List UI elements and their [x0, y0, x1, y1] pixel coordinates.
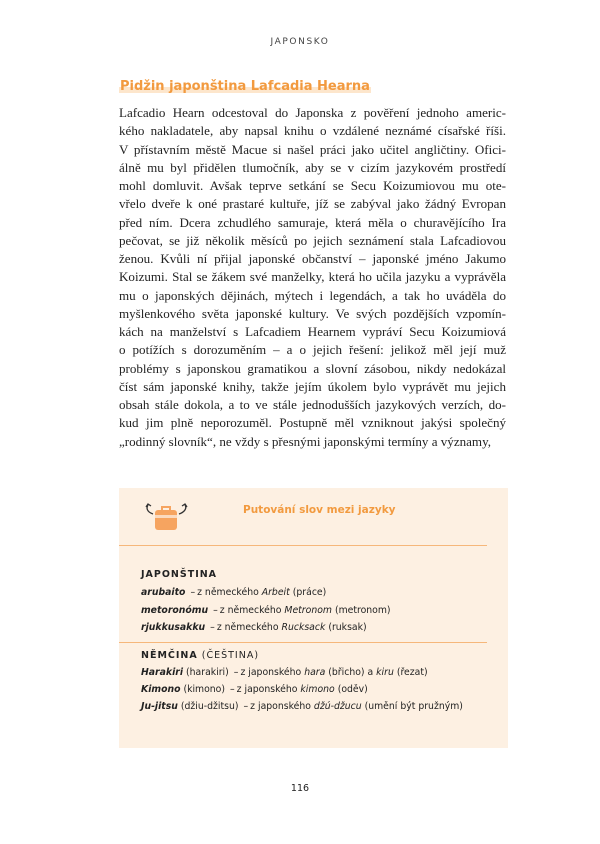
- running-head: JAPONSKO: [270, 37, 330, 47]
- list-item: Harakiri (harakiri) – z japonského hara (břicho) a kiru (řezat): [141, 667, 428, 678]
- body-text: [119, 104, 506, 451]
- section-title: Pidžin japonština Lafcadia Hearna: [120, 79, 370, 94]
- body-line: álně mu byl přidělen tlumočník, aby se v cizím jazykovém prostředí: [119, 159, 506, 175]
- list-item: metoronómu – z německého Metronom (metronom): [141, 605, 391, 616]
- body-line: ženou. Kvůli ní přijal japonské občanství – japonské jméno Jakumo: [119, 251, 506, 266]
- body-line: Lafcadio Hearn odcestoval do Japonska z pověření jednoho americ-: [119, 105, 506, 120]
- info-box: [119, 488, 508, 748]
- group-heading-german: NĚMČINA (ČEŠTINA): [141, 650, 260, 661]
- body-line: číst sám japonské knihy, takže jejím úkolem bylo vyprávět mu jejich: [119, 378, 506, 394]
- list-item: Kimono (kimono) – z japonského kimono (oděv): [141, 684, 368, 695]
- body-line: mu o japonských dějinách, mýtech i legendách, a tak ho uváděla do: [119, 287, 506, 303]
- list-item: rjukkusakku – z německého Rucksack (ruksak): [141, 622, 367, 633]
- list-item: Ju-jitsu (džiu-džitsu) – z japonského džú-džucu (umění být pružným): [141, 701, 463, 712]
- body-line: pečovat, se již několik měsíců po jejich seznámení stala Lafcadiovou: [119, 232, 506, 248]
- body-line: vřelo dveře k oné prastaré kultuře, jíž se zabýval jako žádný Evropan: [119, 196, 506, 212]
- body-line: kého nakladatele, aby napsal knihu o vzdálené neznámé císařské říši.: [119, 123, 506, 139]
- group-heading-japanese: JAPONŠTINA: [141, 569, 218, 580]
- body-line: mohl domluvit. Avšak teprve setkání se Secu Koizumiovou mu ote-: [119, 178, 506, 193]
- body-line: před ním. Dcera zchudlého samuraje, která měla o churavějícího Ira: [119, 214, 506, 230]
- body-line: Koizumi. Stal se žákem své manželky, která ho učila jazyku a vyprávěla: [119, 269, 506, 285]
- divider: [119, 642, 487, 643]
- suitcase-arrows-icon: [143, 500, 191, 536]
- body-line: problémy s japonskou gramatikou a slovní zásobou, nikdy nedokázal: [119, 360, 506, 376]
- body-line: myšlenkového světa japonské kultury. Ve svých pozdějších vzpomín-: [119, 305, 506, 321]
- body-line: obsah stále dokola, a to ve stále jednodušších jazykových verzích, do-: [119, 397, 506, 412]
- body-line: „rodinný slovník“, ne vždy s přesnými japonskými termíny a významy,: [119, 433, 492, 449]
- page-number: 116: [290, 783, 310, 794]
- body-line: V přístavním městě Macue si našel práci jako učitel angličtiny. Ofici-: [119, 141, 506, 157]
- body-line: kud jim plně neporozuměl. Postupně měl vzniknout jakýsi společný: [119, 415, 506, 431]
- divider: [119, 545, 487, 546]
- box-title: Putování slov mezi jazyky: [243, 504, 396, 516]
- body-line: kách na manželství s Lafcadiem Hearnem vypráví Secu Koizumiová: [119, 324, 506, 339]
- body-line: o potížích s dorozuměním – a o jejich řešení: jelikož měl její muž: [119, 342, 506, 358]
- list-item: arubaito – z německého Arbeit (práce): [141, 587, 327, 598]
